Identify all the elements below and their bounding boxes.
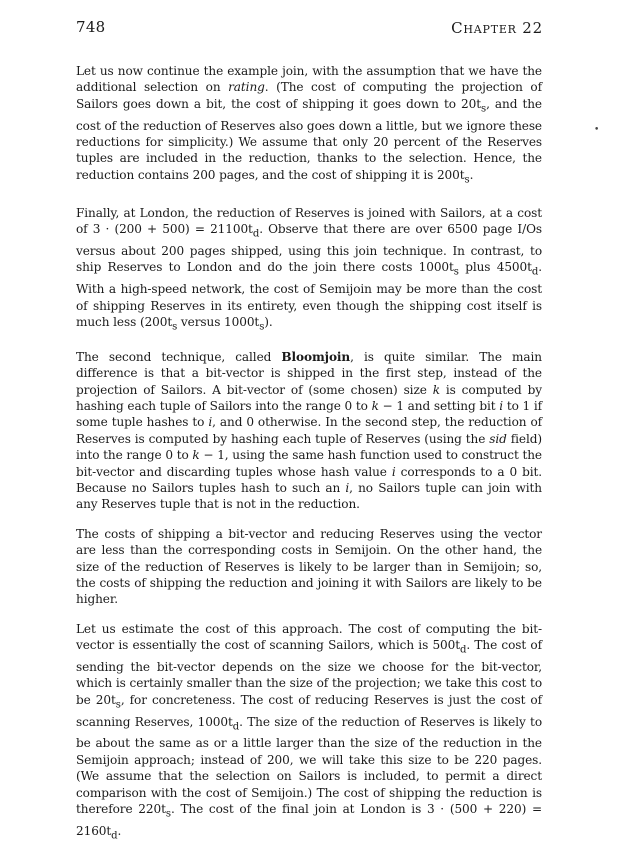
paragraph-london-join: Finally, at London, the reduction of Reserves is joined with Sailors, at a cost of $3 \cdot (200 + 500) = 21100t_d$. Observe that there are over 6500 page I/Os versus about 200 pages shipped, using this join technique. In contrast, to ship Reserves to London and do the join there costs $1000t_s$ plus $4500t_d$. With a high-speed network, the cost of Semijoin may be more than the cost of shipping Reserves in its entirety, even though the shipping cost itself is much less ($200t_s$ versus $1000t_s$). [76,205,542,333]
page-number: 748 [76,18,106,36]
paragraph-bitvector-costs: The costs of shipping a bit-vector and reducing Reserves using the vector are less than the corresponding costs in Semijoin. On the other hand, the size of the reduction of Reserves is likely to be larger than in Semijoin; so, the costs of shipping the reduction and joining it with Sailors are likely to be higher. [76,526,542,607]
paragraph-cost-estimate: Let us estimate the cost of this approach. The cost of computing the bit-vector is essentially the cost of scanning Sailors, which is $500t_d$. The cost of sending the bit-vector depends on the size we choose for the bit-vector, which is certainly smaller than the size of the projection; we take this cost to be $20t_s$, for concreteness. The cost of reducing Reserves is just the cost of scanning Reserves, $1000t_d$. The size of the reduction of Reserves is likely to be about the same as or a little larger than the size of the reduction in the Semijoin approach; instead of 200, we will take this size to be 220 pages. (We assume that the selection on Sailors is included, to permit a direct comparison with the cost of Semijoin.) The cost of shipping the reduction is therefore $220t_s$. The cost of the final join at London is $3 \cdot (500 + 220) = 2160t_d$. [76,621,543,842]
term-bloomjoin: Bloomjoin [281,349,351,364]
body-text [76,63,542,858]
emphasis-rating: rating [228,80,265,95]
chapter-header: Chapter 22 [451,19,543,37]
paragraph-semijoin-selection: Let us now continue the example join, with the assumption that we have the additional selection on rating. (The cost of computing the projection of Sailors goes down a bit, the cost of shipping it goes down to $20t_s$, and the cost of the reduction of Reserves also goes down a little, but we ignore these reductions for simplicity.) We assume that only 20 percent of the Reserves tuples are included in the reduction, thanks to the selection. Hence, the reduction contains 200 pages, and the cost of shipping it is $200t_s$. [76,64,542,186]
emphasis-sid: sid [489,431,507,446]
paragraph-bloomjoin: The second technique, called Bloomjoin, is quite similar. The main difference is that a bit-vector is shipped in the first step, instead of the projection of Sailors. A bit-vector of (some chosen) size k is computed by hashing each tuple of Sailors into the range 0 to k − 1 and setting bit i to 1 if some tuple hashes to i, and 0 otherwise. In the second step, the reduction of Reserves is computed by hashing each tuple of Reserves (using the sid field) into the range 0 to k − 1, using the same hash function used to construct the bit-vector and discarding tuples whose hash value i corresponds to a 0 bit. Because no Sailors tuples hash to such an i, no Sailors tuple can join with any Reserves tuple that is not in the reduction. [76,349,543,512]
margin-mark: • [594,125,600,135]
